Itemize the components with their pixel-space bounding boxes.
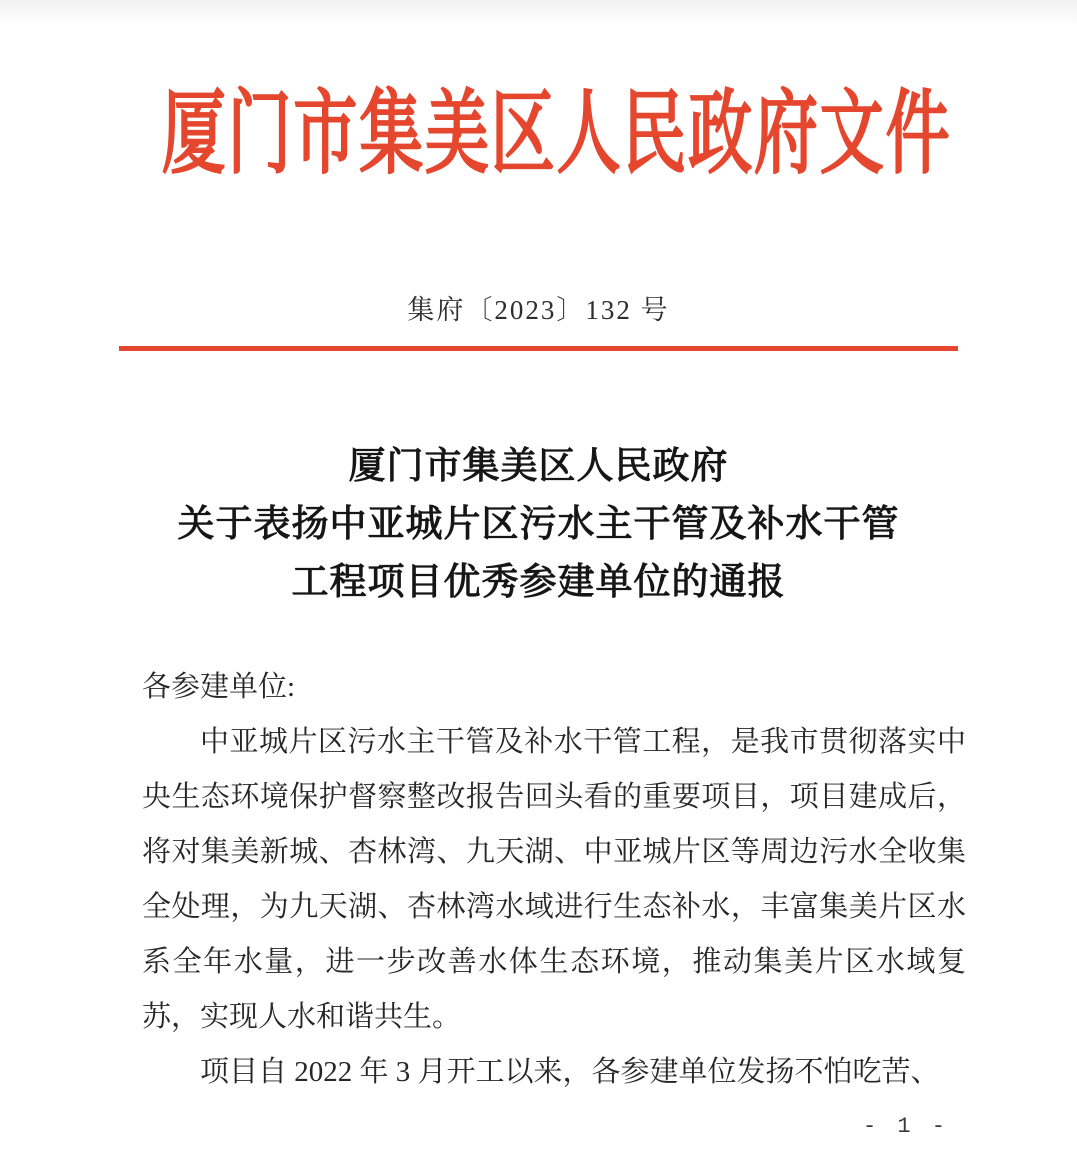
page-number: - 1 - — [862, 1114, 949, 1139]
document-title — [0, 438, 1077, 612]
document-header-title: 厦门市集美区人民政府文件 — [161, 83, 952, 185]
red-separator-line — [119, 346, 958, 351]
document-number: 集府〔2023〕132 号 — [407, 295, 670, 325]
document-title-line-1: 厦门市集美区人民政府 — [348, 446, 729, 487]
document-title-line-2: 关于表扬中亚城片区污水主干管及补水干管 — [177, 504, 900, 545]
body-paragraph-1: 中亚城片区污水主干管及补水干管工程，是我市贯彻落实中央生态环境保护督察整改报告回头看的重要项目，项目建成后，将对集美新城、杏林湾、九天湖、中亚城片区等周边污水全收集全处理，为九天湖、杏林湾水域进行生态补水，丰富集美片区水系全年水量，进一步改善水体生态环境，推动集美片区水域复苏，实现人水和谐共生。 — [142, 726, 966, 1033]
salutation: 各参建单位: — [142, 671, 296, 703]
document-title-line-3: 工程项目优秀参建单位的通报 — [291, 562, 786, 603]
document-body — [142, 660, 966, 1100]
body-paragraph-2: 项目自 2022 年 3 月开工以来，各参建单位发扬不怕吃苦、 — [200, 1056, 940, 1088]
